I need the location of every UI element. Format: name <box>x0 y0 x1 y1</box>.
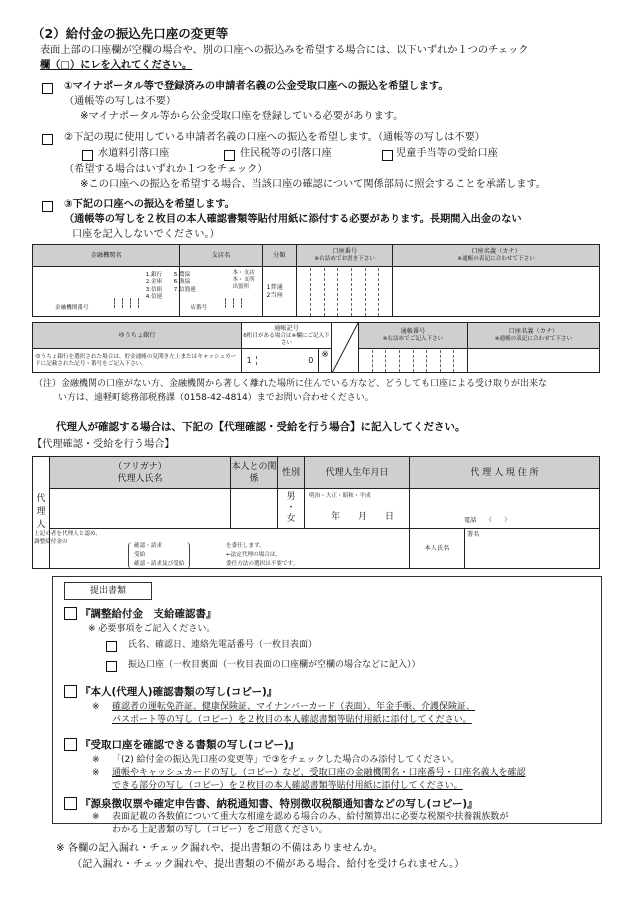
yucho-holder-field[interactable] <box>468 349 600 373</box>
birth-eras: 明治・大正・昭和・平成 <box>309 493 371 499</box>
option-3-sub-1: （通帳等の写しを２枚目の本人確認書類等貼付用紙に添付する必要があります。長期間入出金のない <box>64 214 522 225</box>
header-branch-name: 支店名 <box>180 245 262 267</box>
account-holder-field[interactable] <box>393 267 600 317</box>
delegate-line-3: を委任します。 <box>226 543 265 549</box>
option-3-checkbox[interactable] <box>42 201 53 212</box>
option-2-checkbox[interactable] <box>42 134 53 145</box>
option-2c-label: 児童手当等の受給口座 <box>396 148 498 159</box>
account-type-field[interactable] <box>262 267 297 317</box>
doc-1b-label: 振込口座（一枚目裏面（一枚目表面の口座欄が空欄の場合などに記入）） <box>128 660 421 670</box>
passbook-number-label: 通帳番号 <box>400 328 426 335</box>
intro-line-1: 表面上部の口座欄が空欄の場合や、別の口座への振込みを希望する場合には、以下いずれか１つのチェック <box>40 45 529 56</box>
doc-4-line-2: わかる上記書類の写し（コピー）をご用意ください。 <box>112 825 328 835</box>
doc-3-mark-1: ※ <box>92 755 100 765</box>
phone-label: 電話 （ ） <box>464 517 511 524</box>
delegate-line-4: ←法定代理の場合は、 <box>226 552 282 558</box>
header-account-number-label: 口座番号 <box>332 248 358 255</box>
account-number-field[interactable] <box>297 267 393 317</box>
header-passbook-symbol <box>242 323 332 349</box>
doc-4-title: 『源泉徴収票や確定申告書、納税通知書、特別徴収税額通知書などの写し(コピー)』 <box>80 798 478 810</box>
symbol-last-digit: 0 <box>308 356 314 365</box>
section-title: （2）給付金の振込先口座の変更等 <box>32 26 229 41</box>
doc-1-note: ※ 必要事項をご記入ください。 <box>88 624 216 634</box>
header-account-holder-label: 口座名義（カナ） <box>471 248 521 255</box>
sex-field[interactable] <box>278 489 305 529</box>
doc-2-title: 『本人(代理人)確認書類の写し(コピー)』 <box>80 686 278 698</box>
doc-3-line-3: できる部分の写し（コピー）を２枚目の本人確認書類等貼付用紙に添付してください。 <box>112 781 463 791</box>
type-checking: 2当座 <box>266 291 283 299</box>
signature-field[interactable] <box>465 529 600 569</box>
option-2-note: ※この口座への振込を希望する場合、当該口座の確認について関係部局に照会することを承諾します。 <box>80 179 546 190</box>
header-account-holder <box>393 245 600 267</box>
kind-shinren: 4.信連 <box>145 294 163 301</box>
option-1-checkbox[interactable] <box>42 83 53 94</box>
bank-name-field[interactable] <box>33 267 150 317</box>
doc-3-checkbox[interactable] <box>64 738 77 751</box>
sex-female[interactable]: 女 <box>286 514 296 524</box>
branch-kind-main: 本・支店 <box>232 270 255 276</box>
passbook-number-note: ※右詰めでご記入下さい <box>382 336 444 342</box>
remark-line-2: い方は、遠軽町総務部税務課（0158-42-4814）までお問い合わせください。 <box>58 393 374 403</box>
bank-code-label: 金融機関番号 <box>55 305 89 311</box>
doc-3-mark-2: ※ <box>92 768 100 778</box>
passbook-symbol-label: 通帳記号 <box>274 324 299 332</box>
option-3-sub-2: 口座を記入しないでください。） <box>72 229 220 240</box>
doc-2-line-1: 確認者の運転免許証、健康保険証、マイナンバーカード（表面）、年金手帳、介護保険証、 <box>112 702 476 712</box>
intro-line-2: 欄（□）にレを入れてください。 <box>40 60 193 71</box>
doc-3-line-1: 「(2) 給付金の振込先口座の変更等」で③をチェックした場合のみ添付してください。 <box>112 755 460 765</box>
yucho-table <box>32 322 600 373</box>
proxy-section-title: 【代理確認・受給を行う場合】 <box>32 439 175 450</box>
header-account-number-note: ※右詰めでお書き下さい <box>314 256 376 262</box>
option-2b-checkbox[interactable] <box>224 150 235 161</box>
option-1-note: ※マイナポータル等から公金受取口座を登録している必要があります。 <box>80 111 404 122</box>
bank-account-table <box>32 244 600 317</box>
address-field[interactable] <box>410 489 600 529</box>
kind-nokyo: 5.農協 <box>173 272 191 278</box>
birth-field[interactable] <box>305 489 410 529</box>
proxy-side-label: 代理人 <box>33 457 50 569</box>
kind-shinkin: 2.金庫 <box>145 279 163 286</box>
header-sex: 性別 <box>278 457 305 489</box>
doc-1a-checkbox[interactable] <box>106 641 117 652</box>
doc-1-title: 『調整給付金 支給確認書』 <box>80 608 217 620</box>
choice-both[interactable]: 確認・請求及び受給 <box>134 561 185 567</box>
birth-ymd: 年 月 日 <box>331 512 395 522</box>
footer-line-1: ※ 各欄の記入漏れ・チェック漏れや、提出書類の不備はありませんか。 <box>56 843 384 854</box>
doc-4-mark: ※ <box>92 812 100 822</box>
doc-2-mark: ※ <box>92 702 100 712</box>
option-3-label: ③下記の口座への振込を希望します。 <box>64 199 235 210</box>
header-account-number <box>297 245 393 267</box>
doc-3-line-2: 通帳やキャッシュカードの写し（コピー）など、受取口座の金融機関名・口座番号・口座名義人を確認 <box>112 768 526 778</box>
yucho-holder-note: ※通帳の表記に合わせて下さい <box>494 336 573 342</box>
doc-1a-label: 氏名、確認日、連絡先電話番号（一枚目表面） <box>128 640 318 650</box>
delegate-line-2: 調整給付金の <box>34 539 68 545</box>
choice-confirm-request[interactable]: 確認・請求 <box>134 543 162 549</box>
header-bank-name: 金融機関名 <box>33 245 180 267</box>
proxy-name-field[interactable] <box>50 489 231 529</box>
sex-male[interactable]: 男 <box>286 492 296 502</box>
header-proxy-name-label: 代理人氏名 <box>117 473 163 484</box>
option-2b-label: 住民税等の引落口座 <box>240 148 332 159</box>
kind-bank: 1.銀行 <box>145 272 163 278</box>
bank-code-boxes[interactable] <box>107 293 139 312</box>
diagonal-line <box>332 323 358 373</box>
branch-code-label: 店番号 <box>190 305 208 311</box>
principal-name-label: 本人氏名 <box>410 529 465 569</box>
branch-name-field[interactable] <box>180 267 262 317</box>
footer-line-2: （記入漏れ・チェック漏れや、提出書類の不備がある場合、給付を受けられません。） <box>72 859 465 870</box>
delegate-text <box>226 542 298 569</box>
sex-separator: ・ <box>286 503 296 513</box>
delegation-choices[interactable] <box>128 542 190 569</box>
kind-gyokyo: 6.漁協 <box>173 279 191 286</box>
doc-3-title: 『受取口座を確認できる書類の写し(コピー)』 <box>80 739 300 751</box>
kind-shingyoren: 7.信漁連 <box>173 286 196 293</box>
delegate-line-1: 上記の者を代理人と認め、 <box>34 531 101 537</box>
doc-4-line-1: 表面記載の各数値について重大な相違を認める場合のみ、給付額算出に必要な税額や扶養親族数が <box>112 812 509 822</box>
diagonal-cell <box>332 323 359 373</box>
branch-kind-office: 出張所 <box>232 284 250 290</box>
relation-field[interactable] <box>231 489 278 529</box>
yucho-note: ゆうちょ銀行を選択された場合は、貯金通帳の見開き左上またはキャッシュカードに記載された記号・番号をご記入下さい。 <box>33 349 242 373</box>
header-birth: 代理人生年月日 <box>305 457 410 489</box>
header-account-type: 分類 <box>262 245 297 267</box>
delegate-line-5: 委任方法の選択は不要です。 <box>226 561 299 567</box>
branch-code-boxes[interactable] <box>218 293 242 312</box>
doc-2-line-2: パスポート等の写し（コピー）を２枚目の本人確認書類等貼付用紙に添付してください。 <box>112 715 472 725</box>
yucho-holder-label: 口座名義（カナ） <box>508 328 559 335</box>
proxy-table <box>32 456 600 569</box>
doc-1b-checkbox[interactable] <box>106 661 117 672</box>
option-2-sub: （希望する場合はいずれか１つをチェック） <box>64 164 268 175</box>
kind-shinkumi: 3.信組 <box>145 286 163 293</box>
branch-kind-sub: 本・支所 <box>232 277 255 283</box>
passbook-number-field[interactable] <box>359 349 468 373</box>
type-savings: 1普通 <box>266 283 283 291</box>
choice-receive[interactable]: 受給 <box>134 552 146 558</box>
option-2-label: ②下記の現に使用している申請者名義の口座への振込を希望します。（通帳等の写しは不要） <box>64 132 485 143</box>
header-proxy-name <box>50 457 231 489</box>
passbook-symbol-note: 6桁目がある場合は※欄にご記入下さい <box>243 332 330 346</box>
header-passbook-number <box>359 323 468 349</box>
symbol-first-digit: 1 <box>242 356 257 365</box>
doc-4-checkbox[interactable] <box>64 797 77 810</box>
delegation-field <box>34 529 410 569</box>
header-account-holder-note: ※通帳の表記に合わせて下さい <box>457 256 535 262</box>
documents-title: 提出書類 <box>64 582 152 600</box>
option-1-sub: （通帳等の写しは不要） <box>64 96 177 107</box>
doc-2-checkbox[interactable] <box>64 685 77 698</box>
header-yucho: ゆうちょ銀行 <box>33 323 242 349</box>
option-1-label: ①マイナポータル等で登録済みの申請者名義の公金受取口座への振込を希望します。 <box>64 81 449 92</box>
option-2a-checkbox[interactable] <box>82 150 93 161</box>
option-2a-label: 水道料引落口座 <box>98 148 170 159</box>
signature-label: 署名 <box>467 531 480 538</box>
sixth-digit-mark[interactable]: ※ <box>319 349 332 373</box>
doc-1-checkbox[interactable] <box>64 607 77 620</box>
header-relation: 本人との関係 <box>231 457 278 489</box>
option-2c-checkbox[interactable] <box>382 150 393 161</box>
remark-line-1: （注）金融機関の口座がない方、金融機関から著しく離れた場所に住んでいる方など、どうしても口座による受け取りが出来な <box>34 379 548 389</box>
passbook-symbol-field[interactable] <box>242 349 319 373</box>
proxy-lead: 代理人が確認する場合は、下記の【代理確認・受給を行う場合】に記入してください。 <box>56 421 466 433</box>
header-address: 代 理 人 現 住 所 <box>410 457 600 489</box>
header-furigana: （フリガナ） <box>113 461 167 472</box>
header-yucho-holder <box>468 323 600 349</box>
bank-kind-list <box>145 267 196 317</box>
